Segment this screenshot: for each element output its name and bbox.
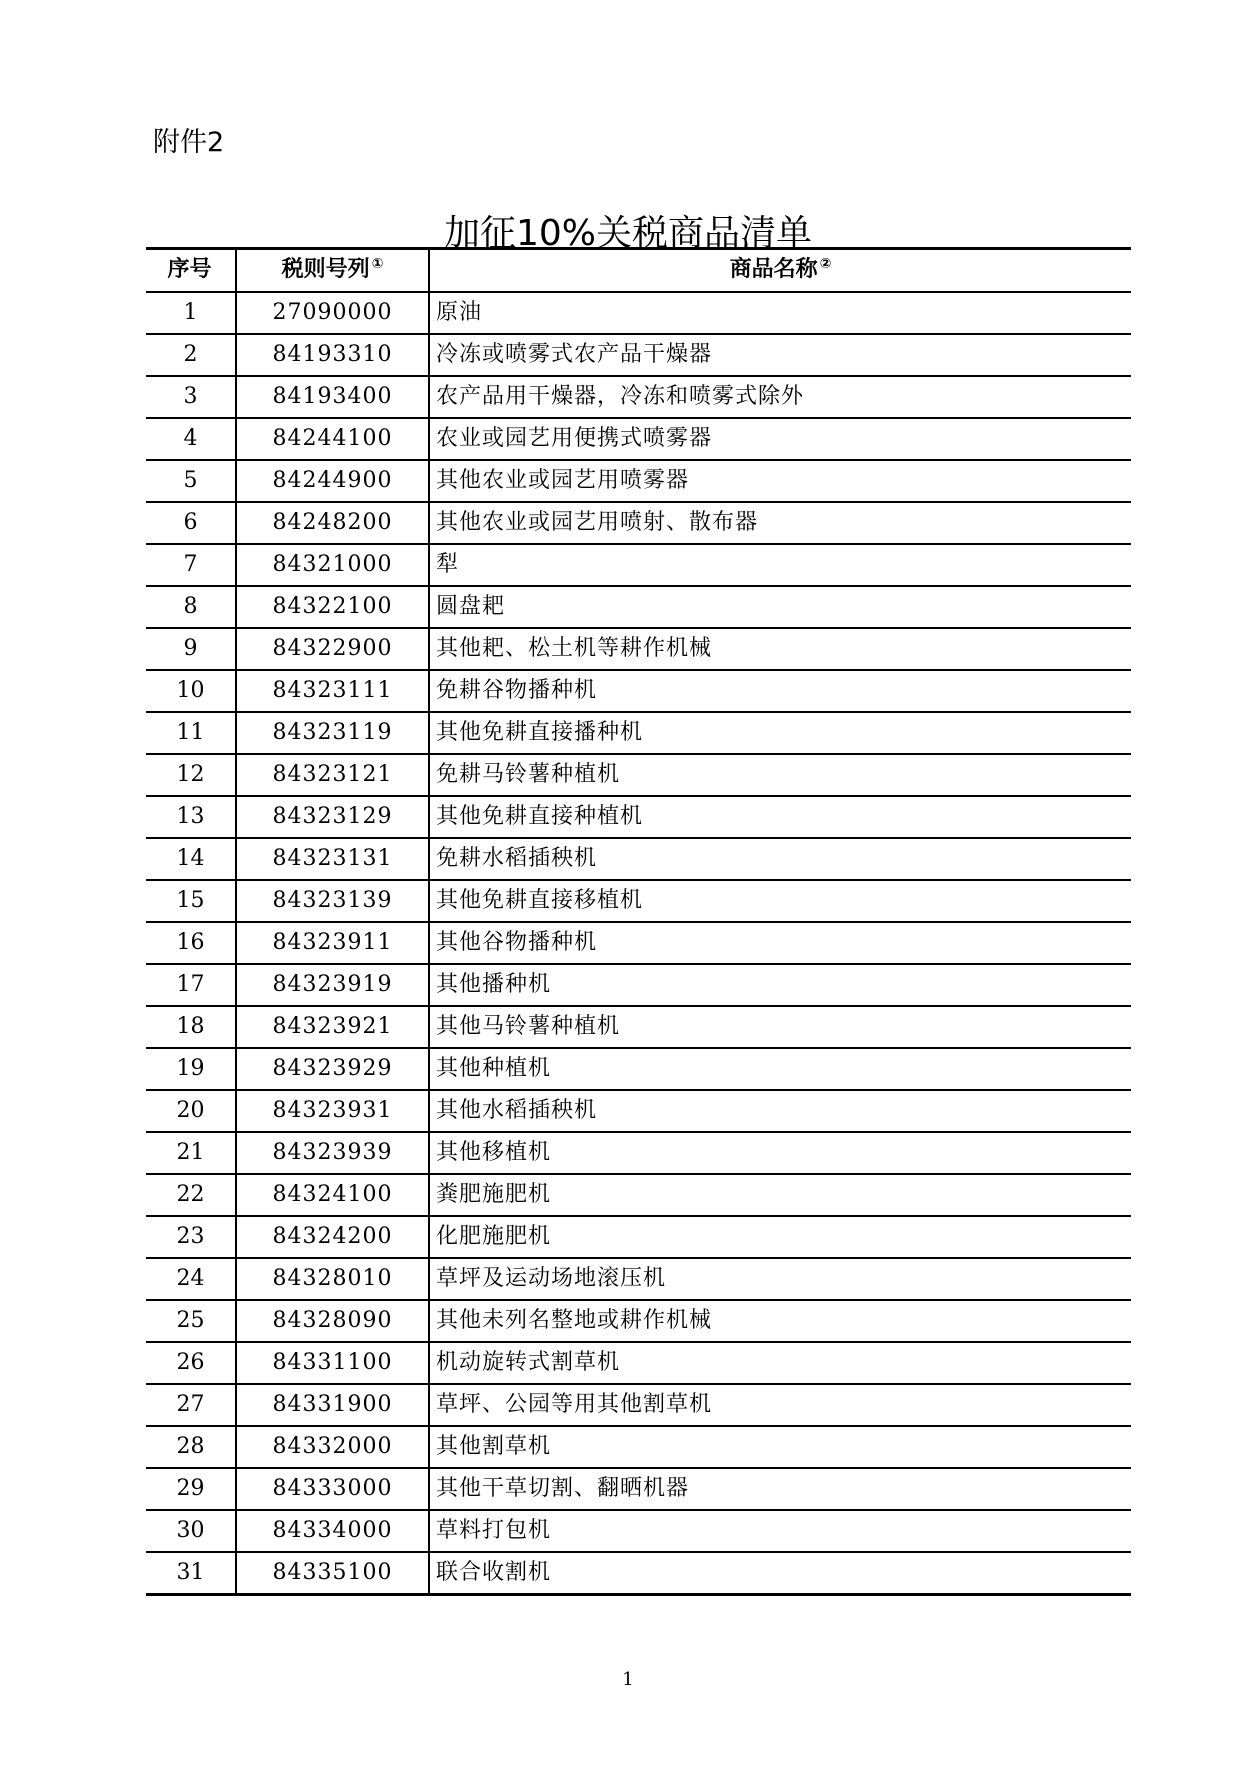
- cell-seq: 26: [146, 1342, 236, 1384]
- cell-product-name: 其他马铃薯种植机: [429, 1006, 1131, 1048]
- table-row: [146, 712, 1131, 754]
- cell-tariff-code: 84334000: [236, 1510, 429, 1552]
- cell-tariff-code: 84328090: [236, 1300, 429, 1342]
- cell-tariff-code: 27090000: [236, 292, 429, 334]
- column-header-name: [429, 249, 1131, 293]
- cell-tariff-code: 84322100: [236, 586, 429, 628]
- cell-product-name: 其他移植机: [429, 1132, 1131, 1174]
- table-row: [146, 376, 1131, 418]
- cell-product-name: 其他播种机: [429, 964, 1131, 1006]
- cell-seq: 17: [146, 964, 236, 1006]
- cell-product-name: 冷冻或喷雾式农产品干燥器: [429, 334, 1131, 376]
- table-row: [146, 1174, 1131, 1216]
- footnote-marker: ①: [371, 255, 384, 272]
- cell-tariff-code: 84193310: [236, 334, 429, 376]
- cell-tariff-code: 84323129: [236, 796, 429, 838]
- cell-product-name: 联合收割机: [429, 1552, 1131, 1595]
- cell-seq: 4: [146, 418, 236, 460]
- cell-product-name: 其他种植机: [429, 1048, 1131, 1090]
- cell-seq: 19: [146, 1048, 236, 1090]
- cell-tariff-code: 84333000: [236, 1468, 429, 1510]
- cell-product-name: 免耕水稻插秧机: [429, 838, 1131, 880]
- cell-product-name: 其他免耕直接移植机: [429, 880, 1131, 922]
- cell-tariff-code: 84323931: [236, 1090, 429, 1132]
- cell-product-name: 农产品用干燥器，冷冻和喷雾式除外: [429, 376, 1131, 418]
- table-row: [146, 670, 1131, 712]
- cell-product-name: 圆盘耙: [429, 586, 1131, 628]
- cell-tariff-code: 84323939: [236, 1132, 429, 1174]
- cell-product-name: 免耕谷物播种机: [429, 670, 1131, 712]
- cell-product-name: 其他耙、松土机等耕作机械: [429, 628, 1131, 670]
- cell-product-name: 草坪及运动场地滚压机: [429, 1258, 1131, 1300]
- table-row: [146, 1132, 1131, 1174]
- cell-seq: 12: [146, 754, 236, 796]
- table-row: [146, 1216, 1131, 1258]
- table-row: [146, 544, 1131, 586]
- cell-seq: 30: [146, 1510, 236, 1552]
- table-row: [146, 460, 1131, 502]
- cell-tariff-code: 84335100: [236, 1552, 429, 1595]
- cell-tariff-code: 84324100: [236, 1174, 429, 1216]
- table-row: [146, 1510, 1131, 1552]
- table-row: [146, 796, 1131, 838]
- table-row: [146, 754, 1131, 796]
- cell-product-name: 其他未列名整地或耕作机械: [429, 1300, 1131, 1342]
- cell-seq: 25: [146, 1300, 236, 1342]
- cell-tariff-code: 84323131: [236, 838, 429, 880]
- cell-product-name: 化肥施肥机: [429, 1216, 1131, 1258]
- attachment-label: 附件2: [153, 127, 225, 158]
- cell-seq: 9: [146, 628, 236, 670]
- cell-product-name: 其他免耕直接播种机: [429, 712, 1131, 754]
- cell-seq: 2: [146, 334, 236, 376]
- footnote-marker: ②: [819, 255, 832, 272]
- cell-seq: 15: [146, 880, 236, 922]
- cell-tariff-code: 84323919: [236, 964, 429, 1006]
- table-row: [146, 1342, 1131, 1384]
- cell-product-name: 粪肥施肥机: [429, 1174, 1131, 1216]
- cell-seq: 5: [146, 460, 236, 502]
- cell-tariff-code: 84331100: [236, 1342, 429, 1384]
- cell-product-name: 其他水稻插秧机: [429, 1090, 1131, 1132]
- cell-tariff-code: 84323921: [236, 1006, 429, 1048]
- table-row: [146, 1552, 1131, 1595]
- table-row: [146, 418, 1131, 460]
- page-number: 1: [622, 1669, 634, 1690]
- cell-tariff-code: 84328010: [236, 1258, 429, 1300]
- cell-product-name: 其他免耕直接种植机: [429, 796, 1131, 838]
- cell-seq: 21: [146, 1132, 236, 1174]
- cell-product-name: 原油: [429, 292, 1131, 334]
- cell-tariff-code: 84324200: [236, 1216, 429, 1258]
- table-row: [146, 880, 1131, 922]
- table-row: [146, 1300, 1131, 1342]
- table-row: [146, 1006, 1131, 1048]
- table-row: [146, 292, 1131, 334]
- cell-seq: 11: [146, 712, 236, 754]
- tariff-table: [146, 247, 1131, 1596]
- cell-product-name: 机动旋转式割草机: [429, 1342, 1131, 1384]
- cell-product-name: 免耕马铃薯种植机: [429, 754, 1131, 796]
- cell-product-name: 犁: [429, 544, 1131, 586]
- column-header-label: 序号: [167, 256, 212, 282]
- table-row: [146, 1426, 1131, 1468]
- cell-seq: 10: [146, 670, 236, 712]
- cell-tariff-code: 84244100: [236, 418, 429, 460]
- cell-seq: 20: [146, 1090, 236, 1132]
- cell-tariff-code: 84331900: [236, 1384, 429, 1426]
- table-row: [146, 586, 1131, 628]
- cell-tariff-code: 84193400: [236, 376, 429, 418]
- cell-tariff-code: 84322900: [236, 628, 429, 670]
- cell-product-name: 其他割草机: [429, 1426, 1131, 1468]
- cell-product-name: 草坪、公园等用其他割草机: [429, 1384, 1131, 1426]
- column-header-label: 税则号列: [281, 256, 370, 282]
- cell-seq: 23: [146, 1216, 236, 1258]
- table-row: [146, 1258, 1131, 1300]
- cell-seq: 1: [146, 292, 236, 334]
- cell-seq: 28: [146, 1426, 236, 1468]
- column-header-code: [236, 249, 429, 293]
- cell-seq: 3: [146, 376, 236, 418]
- table-row: [146, 964, 1131, 1006]
- cell-product-name: 农业或园艺用便携式喷雾器: [429, 418, 1131, 460]
- cell-tariff-code: 84323119: [236, 712, 429, 754]
- column-header-seq: [146, 249, 236, 293]
- table-row: [146, 1384, 1131, 1426]
- cell-seq: 24: [146, 1258, 236, 1300]
- table-row: [146, 334, 1131, 376]
- cell-seq: 18: [146, 1006, 236, 1048]
- table-row: [146, 922, 1131, 964]
- cell-seq: 6: [146, 502, 236, 544]
- cell-tariff-code: 84332000: [236, 1426, 429, 1468]
- cell-seq: 13: [146, 796, 236, 838]
- cell-seq: 31: [146, 1552, 236, 1595]
- cell-product-name: 其他农业或园艺用喷雾器: [429, 460, 1131, 502]
- page-title: 加征10%关税商品清单: [443, 213, 813, 255]
- cell-seq: 14: [146, 838, 236, 880]
- cell-seq: 16: [146, 922, 236, 964]
- cell-seq: 7: [146, 544, 236, 586]
- cell-seq: 29: [146, 1468, 236, 1510]
- table-row: [146, 1048, 1131, 1090]
- cell-product-name: 草料打包机: [429, 1510, 1131, 1552]
- cell-seq: 27: [146, 1384, 236, 1426]
- cell-product-name: 其他谷物播种机: [429, 922, 1131, 964]
- table-row: [146, 628, 1131, 670]
- table-row: [146, 1468, 1131, 1510]
- cell-tariff-code: 84323139: [236, 880, 429, 922]
- table-row: [146, 838, 1131, 880]
- cell-tariff-code: 84244900: [236, 460, 429, 502]
- cell-tariff-code: 84248200: [236, 502, 429, 544]
- cell-product-name: 其他干草切割、翻晒机器: [429, 1468, 1131, 1510]
- cell-tariff-code: 84321000: [236, 544, 429, 586]
- cell-seq: 8: [146, 586, 236, 628]
- table-row: [146, 1090, 1131, 1132]
- column-header-label: 商品名称: [729, 256, 818, 282]
- cell-seq: 22: [146, 1174, 236, 1216]
- cell-tariff-code: 84323929: [236, 1048, 429, 1090]
- cell-tariff-code: 84323111: [236, 670, 429, 712]
- table-header-row: [146, 249, 1131, 293]
- cell-product-name: 其他农业或园艺用喷射、散布器: [429, 502, 1131, 544]
- cell-tariff-code: 84323121: [236, 754, 429, 796]
- table-row: [146, 502, 1131, 544]
- cell-tariff-code: 84323911: [236, 922, 429, 964]
